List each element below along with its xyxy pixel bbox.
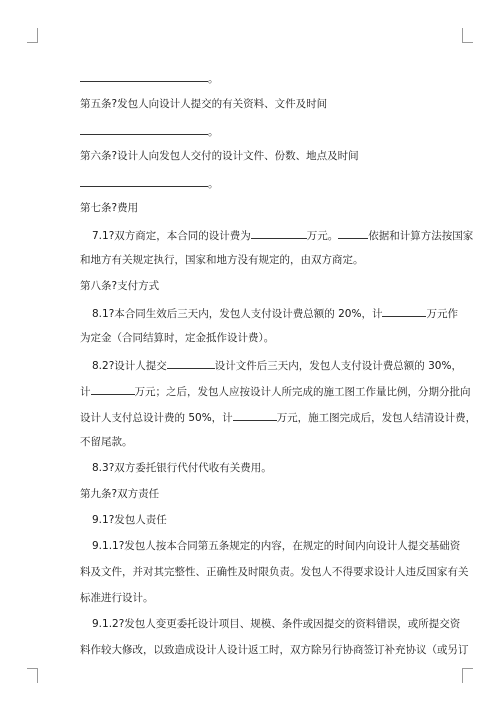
line-text: 万元。: [306, 230, 339, 242]
line-text: 不留尾款。: [80, 436, 133, 448]
crop-mark-bottom-left: [27, 668, 38, 683]
line-text: 9.1?发包人责任: [92, 514, 167, 526]
line-text: 第五条?发包人向设计人提交的有关资料、文件及时间: [80, 98, 328, 110]
line-text: 9.1.1?发包人按本合同第五条规定的内容，在规定的时间内向设计人提交基础资: [92, 540, 461, 552]
fill-in-blank: [382, 305, 426, 317]
line-text: 为定金（合同结算时，定金抵作设计费）。: [80, 332, 275, 344]
line-text: 第八条?支付方式: [80, 280, 160, 292]
fill-in-blank: [338, 227, 368, 239]
line-text: 料及文件，并对其完整性、正确性及时限负责。发包人不得要求设计人违反国家有关: [80, 566, 469, 578]
crop-mark-bottom-right: [462, 668, 473, 683]
line-text: 8.3?双方委托银行代付代收有关费用。: [92, 462, 272, 474]
document-line: [92, 227, 473, 244]
fill-in-blank: [251, 227, 307, 239]
document-line: [80, 565, 469, 580]
fill-in-blank: [80, 70, 208, 82]
document-line: [80, 643, 469, 658]
fill-in-blank: [233, 409, 277, 421]
line-text: 万元，施工图完成后，发包人结清设计费，: [276, 412, 477, 424]
line-text: 依据和计算方法按国家: [368, 230, 474, 242]
crop-mark-top-right: [462, 28, 473, 43]
document-line: [80, 175, 219, 192]
document-line: [92, 539, 460, 554]
line-suffix: 。: [208, 73, 219, 85]
crop-mark-top-left: [27, 28, 38, 43]
document-line: [80, 435, 133, 450]
line-text: 设计文件后三天内，发包人支付设计费总额的 30%，: [214, 360, 462, 372]
line-text: 第七条?费用: [80, 202, 139, 214]
fill-in-blank: [80, 123, 208, 135]
line-suffix: 。: [208, 126, 219, 138]
line-text: 万元作: [426, 308, 458, 320]
line-suffix: 。: [208, 178, 219, 190]
line-text: 第六条?设计人向发包人交付的设计文件、份数、地点及时间: [80, 150, 359, 162]
document-line: [80, 253, 364, 268]
document-line: [80, 149, 359, 164]
document-line: [92, 617, 460, 632]
line-text: 8.1?本合同生效后三天内，发包人支付设计费总额的 20%，计: [92, 308, 383, 320]
line-text: 标准进行设计。: [80, 592, 154, 604]
line-text: 9.1.2?发包人变更委托设计项目、规模、条件或因提交的资料错误，或所提交资: [92, 618, 461, 630]
line-text: 万元；之后，发包人应按设计人所完成的施工图工作量比例，分期分批向: [134, 386, 471, 398]
document-line: [80, 201, 138, 216]
document-line: [92, 461, 272, 476]
document-line: [92, 513, 167, 528]
line-text: 7.1?双方商定，本合同的设计费为: [92, 230, 251, 242]
document-line: [80, 591, 154, 606]
fill-in-blank: [167, 357, 215, 369]
line-text: 8.2?设计人提交: [92, 360, 167, 372]
document-line: [80, 70, 219, 87]
line-text: 和地方有关规定执行，国家和地方没有规定的，由双方商定。: [80, 254, 364, 266]
document-line: [80, 97, 327, 112]
document-line: [80, 383, 471, 400]
document-line: [80, 123, 219, 140]
document-line: [80, 279, 159, 294]
line-text: 第九条?双方责任: [80, 488, 160, 500]
document-line: [92, 357, 462, 374]
document-line: [92, 305, 458, 322]
line-text: 设计人支付总设计费的 50%，计: [80, 412, 233, 424]
document-line: [80, 409, 476, 426]
line-text: 计: [80, 386, 91, 398]
fill-in-blank: [91, 383, 135, 395]
line-text: 料作较大修改，以致造成设计人设计返工时，双方除另行协商签订补充协议（或另订: [80, 644, 469, 656]
document-line: [80, 331, 274, 346]
document-line: [80, 487, 159, 502]
fill-in-blank: [80, 175, 208, 187]
